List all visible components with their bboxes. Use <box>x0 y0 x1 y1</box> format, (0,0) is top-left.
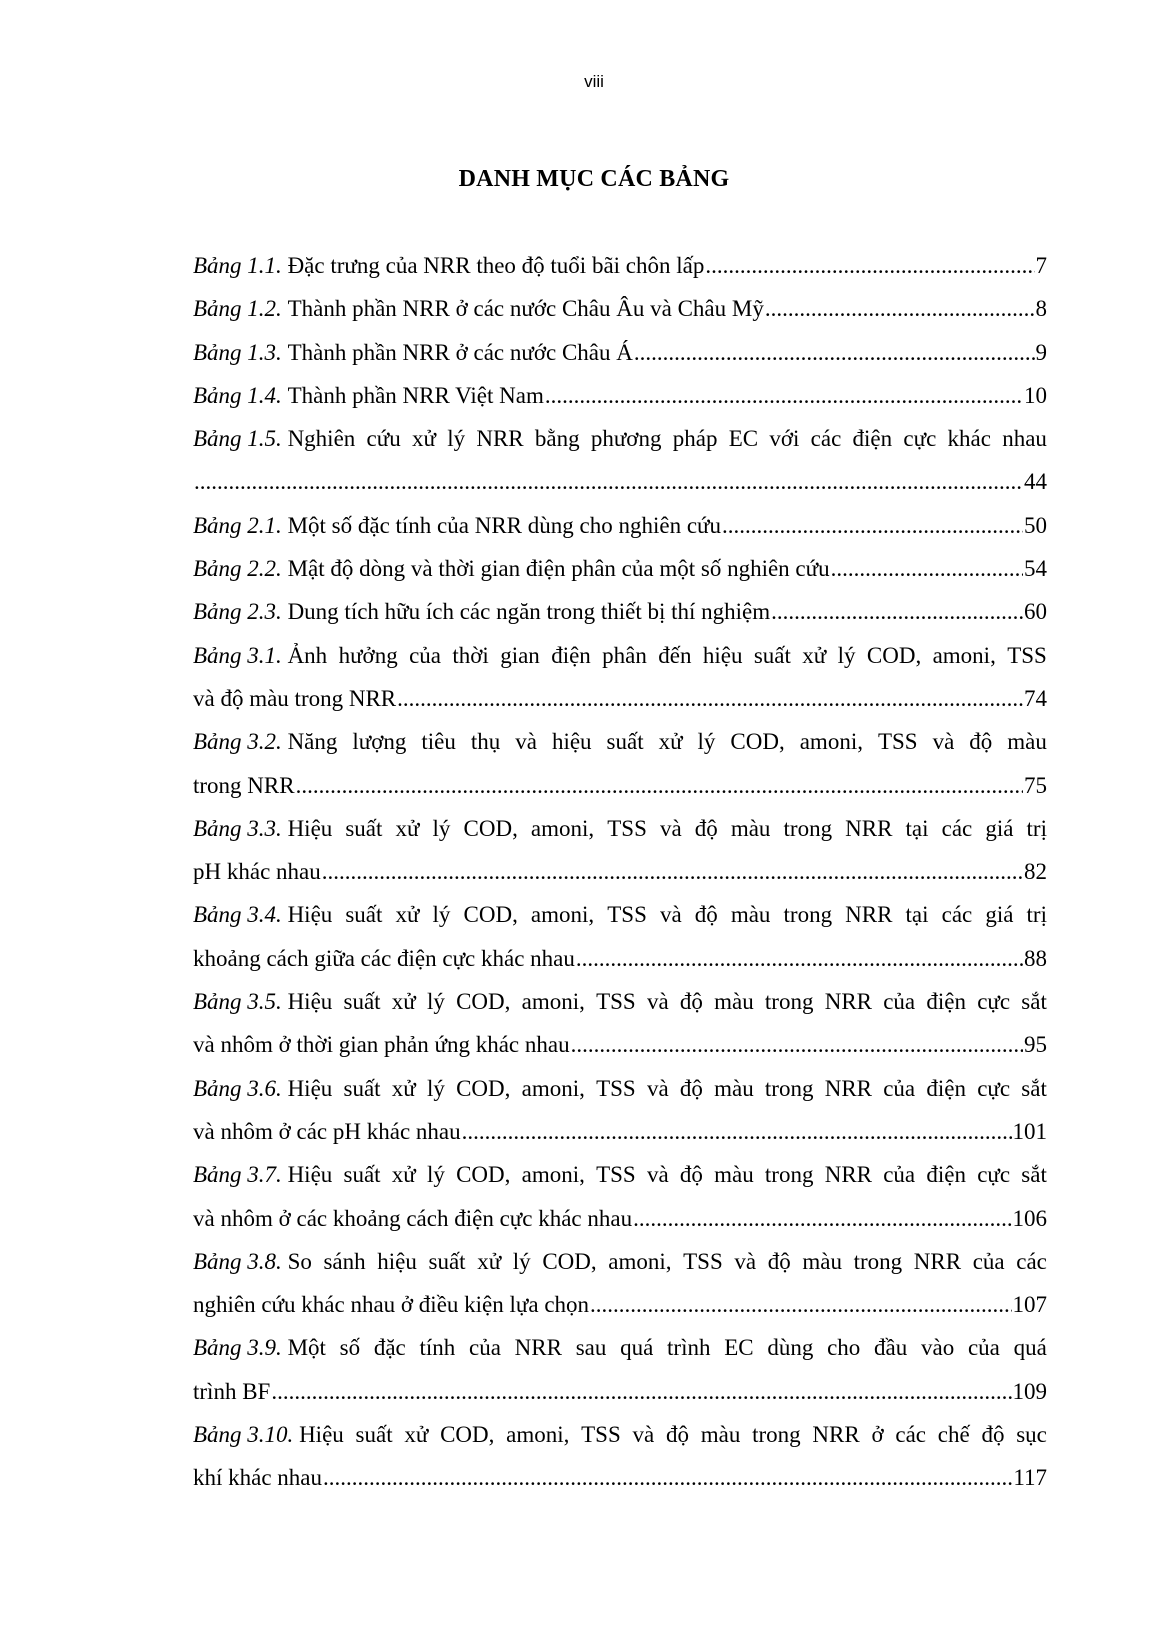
table-caption: Năng lượng tiêu thụ và hiệu suất xử lý COD, amoni, TSS và độ màu <box>287 729 1047 755</box>
dot-leader <box>705 244 1034 287</box>
toc-entry-line <box>193 1283 1047 1326</box>
toc-entry-line <box>193 1197 1047 1240</box>
toc-entry-line <box>193 1240 1047 1283</box>
toc-entry-line <box>193 244 1047 287</box>
table-caption: Nghiên cứu xử lý NRR bằng phương pháp EC với các điện cực khác nhau <box>287 426 1047 452</box>
dot-leader <box>194 460 1023 503</box>
page-ref[interactable]: 50 <box>1024 512 1047 538</box>
table-label: Bảng 3.1. <box>193 642 282 668</box>
dot-leader <box>590 1283 1011 1326</box>
toc-entry-line <box>193 1413 1047 1456</box>
page-ref[interactable]: 75 <box>1024 772 1047 798</box>
table-caption: Hiệu suất xử lý COD, amoni, TSS và độ màu trong NRR của điện cực sắt <box>287 989 1047 1015</box>
toc-entry-line <box>193 980 1047 1023</box>
toc-entry-line <box>193 590 1047 633</box>
toc-entry-line <box>193 1110 1047 1153</box>
toc-entry-line <box>193 1326 1047 1369</box>
table-caption: Thành phần NRR ở các nước Châu Âu và Châu Mỹ <box>287 296 764 322</box>
table-caption: Một số đặc tính của NRR sau quá trình EC dùng cho đầu vào của quá <box>287 1335 1047 1361</box>
toc-entry-line <box>193 937 1047 980</box>
table-label: Bảng 2.3. <box>193 599 282 625</box>
table-label: Bảng 2.2. <box>193 556 282 582</box>
table-label: Bảng 3.4. <box>193 902 282 928</box>
toc-entry-line <box>193 634 1047 677</box>
toc-entry-line <box>193 1370 1047 1413</box>
page-title: DANH MỤC CÁC BẢNG <box>458 166 730 192</box>
dot-leader <box>633 1197 1011 1240</box>
dot-leader <box>545 374 1023 417</box>
table-caption: Hiệu suất xử lý COD, amoni, TSS và độ màu trong NRR của điện cực sắt <box>287 1162 1047 1188</box>
toc-entry[interactable] <box>193 1153 1047 1240</box>
page-ref[interactable]: 74 <box>1024 685 1047 711</box>
table-label: Bảng 3.9. <box>193 1335 282 1361</box>
table-label: Bảng 3.5. <box>193 989 282 1015</box>
table-caption: Thành phần NRR ở các nước Châu Á <box>287 339 633 365</box>
page-ref[interactable]: 82 <box>1024 859 1047 885</box>
dot-leader <box>831 547 1023 590</box>
dot-leader <box>296 764 1023 807</box>
table-caption: và độ màu trong NRR <box>193 685 397 711</box>
table-caption: trình BF <box>193 1378 271 1404</box>
page-number: viii <box>584 72 604 91</box>
page-ref[interactable]: 7 <box>1035 253 1047 278</box>
table-label: Bảng 3.10. <box>193 1422 294 1448</box>
dot-leader <box>271 1370 1011 1413</box>
table-label: Bảng 3.2. <box>193 729 282 755</box>
toc-entry[interactable] <box>193 1240 1047 1327</box>
toc-entry[interactable] <box>193 893 1047 980</box>
toc-entry[interactable] <box>193 287 1047 330</box>
table-caption: Ảnh hưởng của thời gian điện phân đến hiệu suất xử lý COD, amoni, TSS <box>287 642 1047 668</box>
toc-entry-line <box>193 331 1047 374</box>
toc-entry[interactable] <box>193 1326 1047 1413</box>
table-caption: khoảng cách giữa các điện cực khác nhau <box>193 945 575 971</box>
toc-entry-line <box>193 893 1047 936</box>
page-ref[interactable]: 95 <box>1024 1032 1047 1058</box>
toc-entry-line <box>193 1153 1047 1196</box>
table-caption: Mật độ dòng và thời gian điện phân của một số nghiên cứu <box>287 556 830 582</box>
toc-entry-line <box>193 374 1047 417</box>
table-caption: và nhôm ở các pH khác nhau <box>193 1118 461 1144</box>
toc-entry-line <box>193 1456 1047 1499</box>
toc-entry-line <box>193 1023 1047 1066</box>
page-ref[interactable]: 8 <box>1035 296 1047 322</box>
table-caption: nghiên cứu khác nhau ở điều kiện lựa chọn <box>193 1292 590 1318</box>
dot-leader <box>576 937 1023 980</box>
toc-entry[interactable] <box>193 547 1047 590</box>
toc-entry-line <box>193 677 1047 720</box>
toc-entry[interactable] <box>193 634 1047 721</box>
table-caption: pH khác nhau <box>193 859 321 885</box>
table-caption: Thành phần NRR Việt Nam <box>287 382 544 408</box>
toc-entry[interactable] <box>193 331 1047 374</box>
table-label: Bảng 1.4. <box>193 382 282 408</box>
dot-leader <box>397 677 1023 720</box>
toc-entry-line <box>193 850 1047 893</box>
toc-entry[interactable] <box>193 244 1047 287</box>
table-label: Bảng 3.8. <box>193 1248 282 1274</box>
toc-entry[interactable] <box>193 417 1047 504</box>
page-ref[interactable]: 117 <box>1013 1465 1047 1491</box>
page-ref[interactable]: 10 <box>1024 382 1047 408</box>
toc-entry-line <box>193 417 1047 460</box>
table-caption: Đặc trưng của NRR theo độ tuổi bãi chôn lấp <box>287 253 705 278</box>
table-caption: trong NRR <box>193 772 295 798</box>
dot-leader <box>323 1456 1012 1499</box>
dot-leader <box>571 1023 1023 1066</box>
toc-entry-line <box>193 807 1047 850</box>
toc-entry-line <box>193 460 1047 503</box>
table-label: Bảng 3.6. <box>193 1075 282 1101</box>
page-ref[interactable]: 44 <box>1024 469 1047 495</box>
toc-entry-line <box>193 287 1047 330</box>
table-label: Bảng 1.1. <box>193 253 282 278</box>
table-caption: khí khác nhau <box>193 1465 323 1491</box>
toc-entry[interactable] <box>193 1067 1047 1154</box>
dot-leader <box>634 331 1035 374</box>
page-ref[interactable]: 109 <box>1012 1378 1047 1404</box>
table-caption: và nhôm ở các khoảng cách điện cực khác nhau <box>193 1205 633 1231</box>
toc-entry-line <box>193 504 1047 547</box>
page-ref[interactable]: 106 <box>1012 1205 1047 1231</box>
table-caption: Hiệu suất xử COD, amoni, TSS và độ màu trong NRR ở các chế độ sục <box>299 1422 1047 1448</box>
dot-leader <box>322 850 1023 893</box>
toc-entry-line <box>193 547 1047 590</box>
toc-entry-line <box>193 720 1047 763</box>
table-caption: Hiệu suất xử lý COD, amoni, TSS và độ màu trong NRR của điện cực sắt <box>287 1075 1047 1101</box>
toc-entry[interactable] <box>193 504 1047 547</box>
page-ref[interactable]: 54 <box>1024 556 1047 582</box>
page-ref[interactable]: 9 <box>1035 339 1047 365</box>
table-label: Bảng 1.2. <box>193 296 282 322</box>
page-ref[interactable]: 107 <box>1012 1292 1047 1318</box>
toc-entry[interactable] <box>193 1413 1047 1500</box>
page-ref[interactable]: 88 <box>1024 945 1047 971</box>
page-ref[interactable]: 60 <box>1024 599 1047 625</box>
dot-leader <box>765 287 1035 330</box>
toc-entry-line <box>193 1067 1047 1110</box>
dot-leader <box>462 1110 1012 1153</box>
dot-leader <box>771 590 1023 633</box>
table-caption: Hiệu suất xử lý COD, amoni, TSS và độ màu trong NRR tại các giá trị <box>287 815 1047 841</box>
table-caption: So sánh hiệu suất xử lý COD, amoni, TSS và độ màu trong NRR của các <box>287 1248 1047 1274</box>
toc-entry[interactable] <box>193 374 1047 417</box>
toc-entry[interactable] <box>193 720 1047 807</box>
table-caption: Một số đặc tính của NRR dùng cho nghiên cứu <box>287 512 721 538</box>
toc-entry[interactable] <box>193 590 1047 633</box>
page-ref[interactable]: 101 <box>1012 1118 1047 1144</box>
dot-leader <box>722 504 1023 547</box>
toc-entry-line <box>193 764 1047 807</box>
toc-entry[interactable] <box>193 807 1047 894</box>
table-label: Bảng 2.1. <box>193 512 282 538</box>
table-caption: Hiệu suất xử lý COD, amoni, TSS và độ màu trong NRR tại các giá trị <box>287 902 1047 928</box>
toc-entry[interactable] <box>193 980 1047 1067</box>
table-label: Bảng 1.5. <box>193 426 282 452</box>
table-label: Bảng 3.3. <box>193 815 282 841</box>
table-caption: Dung tích hữu ích các ngăn trong thiết bị thí nghiệm <box>287 599 771 625</box>
table-of-tables <box>193 244 1047 1500</box>
table-label: Bảng 1.3. <box>193 339 282 365</box>
table-caption: và nhôm ở thời gian phản ứng khác nhau <box>193 1032 570 1058</box>
table-label: Bảng 3.7. <box>193 1162 282 1188</box>
